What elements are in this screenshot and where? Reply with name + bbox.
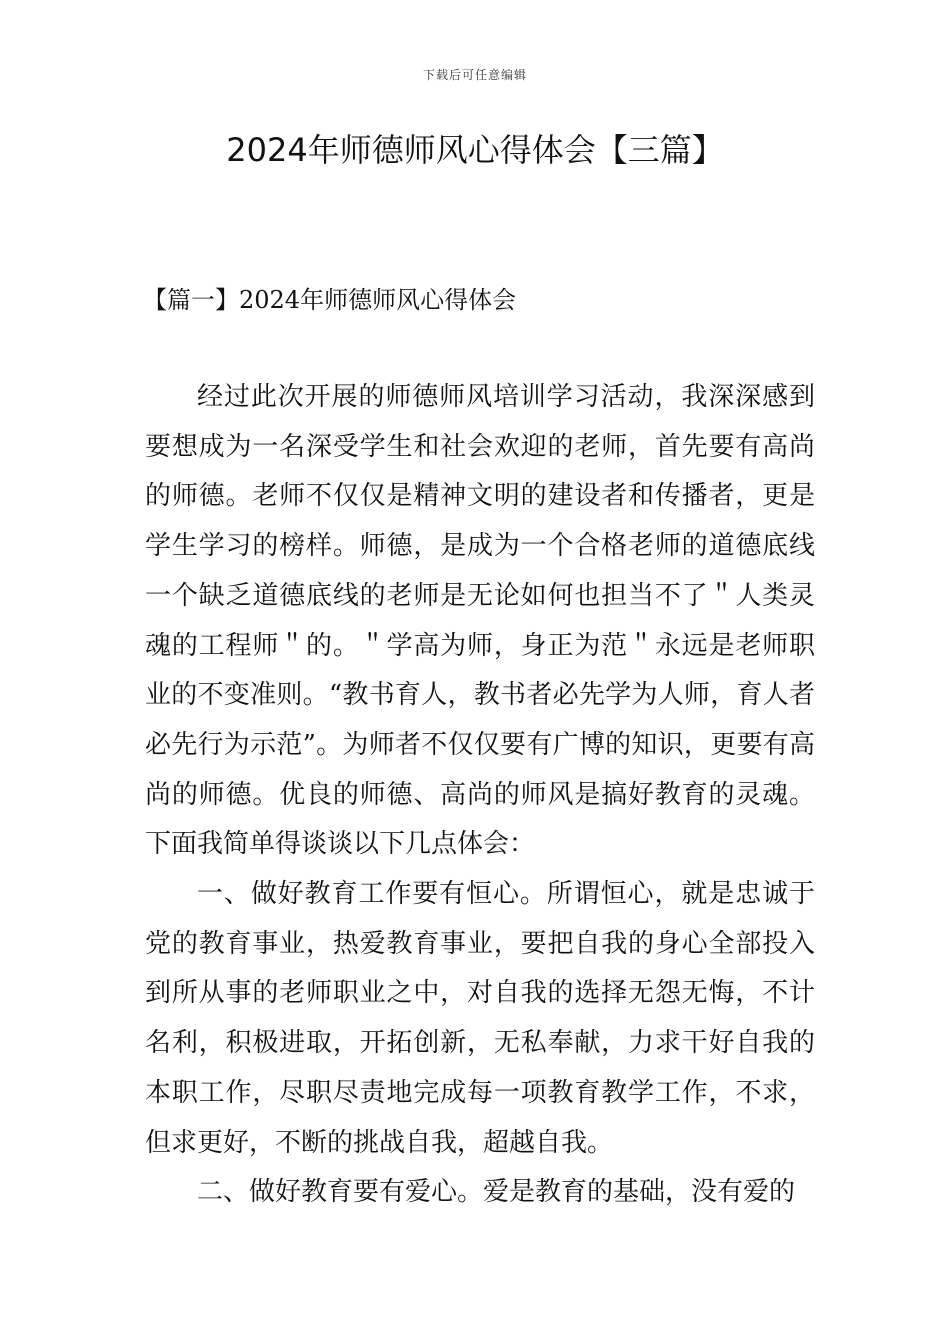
document-body <box>145 373 815 1218</box>
body-paragraph: 一、做好教育工作要有恒心。所谓恒心，就是忠诚于党的教育事业，热爱教育事业，要把自我的身心全部投入到所从事的老师职业之中，对自我的选择无怨无悔，不计名利，积极进取，开拓创新，无私奉献，力求干好自我的本职工作，尽职尽责地完成每一项教育教学工作，不求，但求更好，不断的挑战自我，超越自我。 <box>145 879 815 1158</box>
header-note: 下载后可任意编辑 <box>422 68 527 82</box>
section-heading: 【篇一】2024年师德师风心得体会 <box>143 286 517 314</box>
document-title: 2024年师德师风心得体会【三篇】 <box>226 131 724 169</box>
body-paragraph: 经过此次开展的师德师风培训学习活动，我深深感到要想成为一名深受学生和社会欢迎的老师，首先要有高尚的师德。老师不仅仅是精神文明的建设者和传播者，更是学生学习的榜样。师德，是成为一个合格老师的道德底线一个缺乏道德底线的老师是无论如何也担当不了＂人类灵魂的工程师＂的。＂学高为师，身正为范＂永远是老师职业的不变准则。“教书育人，教书者必先学为人师，育人者必先行为示范”。为师者不仅仅要有广博的知识，更要有高尚的师德。优良的师德、高尚的师风是搞好教育的灵魂。下面我简单得谈谈以下几点体会： <box>145 382 815 860</box>
body-paragraph: 二、做好教育要有爱心。爱是教育的基础，没有爱的 <box>197 1177 796 1208</box>
